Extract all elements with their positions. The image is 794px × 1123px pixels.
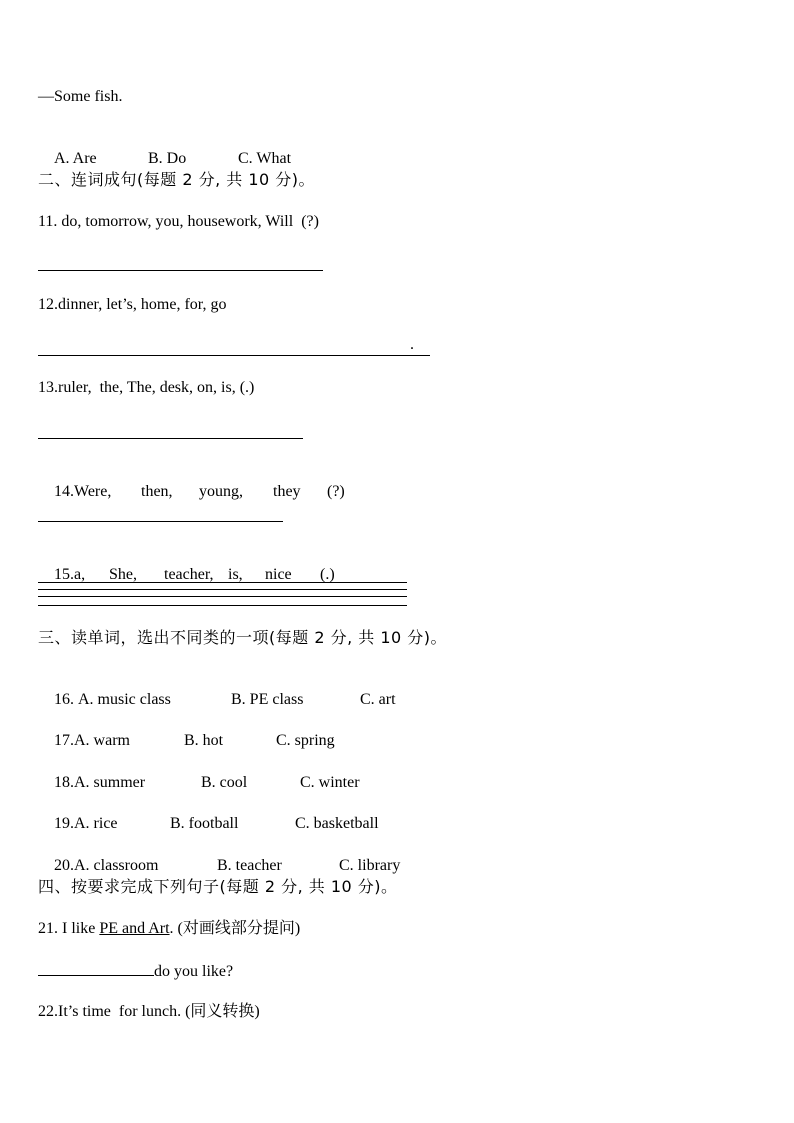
q18-option-a: A. summer	[74, 774, 146, 791]
q14	[38, 462, 345, 522]
q13-words: ruler, the, The, desk, on, is, (.)	[58, 379, 255, 396]
q14-number: 14.	[54, 483, 74, 500]
q11	[38, 212, 319, 232]
q22	[38, 1002, 260, 1022]
q15-word: is,	[228, 566, 243, 583]
q15-word: a,	[74, 566, 86, 583]
q12-answer-line[interactable]	[38, 355, 430, 356]
q15-answer-line[interactable]	[38, 582, 407, 583]
q14-answer-line[interactable]	[38, 521, 283, 522]
q20-number: 20.	[54, 857, 74, 874]
q21-prefix: I like	[58, 920, 100, 937]
q17-option-b: B. hot	[184, 732, 224, 749]
q14-word: young,	[199, 483, 243, 500]
q16-option-b: B. PE class	[231, 691, 304, 708]
q15-answer-line[interactable]	[38, 596, 407, 597]
q21-answer	[38, 961, 233, 982]
q15-number: 15.	[54, 566, 74, 583]
q15-answer-line[interactable]	[38, 589, 407, 590]
q15-word: She,	[109, 566, 137, 583]
q22-text: It’s time for lunch. (同义转换)	[58, 1003, 260, 1020]
q21-answer-tail: do you like?	[154, 963, 234, 980]
section4-title: 四、按要求完成下列句子(每题 2 分, 共 10 分)。	[38, 877, 398, 896]
q20-option-c: C. library	[339, 857, 401, 874]
q11-number: 11.	[38, 213, 58, 230]
q12	[38, 295, 226, 315]
q20-option-b: B. teacher	[217, 857, 282, 874]
q11-answer-line[interactable]	[38, 270, 323, 271]
q18-option-b: B. cool	[201, 774, 248, 791]
q21	[38, 919, 300, 939]
q12-number: 12.	[38, 296, 58, 313]
q16-option-a: A. music class	[78, 691, 171, 708]
q19-option-c: C. basketball	[295, 815, 379, 832]
q19-option-a: A. rice	[74, 815, 118, 832]
q15-answer-line[interactable]	[38, 605, 407, 606]
q12-period: .	[410, 336, 414, 353]
q14-word: (?)	[327, 483, 345, 500]
q16-option-c: C. art	[360, 691, 396, 708]
q12-words: dinner, let’s, home, for, go	[58, 296, 227, 313]
q17-option-a: A. warm	[74, 732, 130, 749]
q10-option-a: A. Are	[54, 150, 97, 167]
q15-word: teacher,	[164, 566, 214, 583]
q18-option-c: C. winter	[300, 774, 360, 791]
q20-option-a: A. classroom	[74, 857, 159, 874]
q10-option-b: B. Do	[148, 150, 187, 167]
q10-option-c: C. What	[238, 150, 292, 167]
section2-title: 二、连词成句(每题 2 分, 共 10 分)。	[38, 170, 316, 189]
q21-number: 21.	[38, 920, 58, 937]
q18-number: 18.	[54, 774, 74, 791]
q11-words: do, tomorrow, you, housework, Will (?)	[61, 213, 319, 230]
q10-answer: —Some fish.	[38, 88, 123, 105]
q13-number: 13.	[38, 379, 58, 396]
q17-option-c: C. spring	[276, 732, 335, 749]
q13-answer-line[interactable]	[38, 438, 303, 439]
q13	[38, 378, 254, 398]
q15-word: (.)	[320, 566, 335, 583]
q21-instruction: . (对画线部分提问)	[169, 920, 301, 937]
q17-number: 17.	[54, 732, 74, 749]
q14-word: then,	[141, 483, 173, 500]
q14-word: Were,	[74, 483, 112, 500]
section3-title: 三、读单词，选出不同类的一项(每题 2 分, 共 10 分)。	[38, 628, 448, 647]
q16-number: 16.	[54, 691, 74, 708]
q19-number: 19.	[54, 815, 74, 832]
q19-option-b: B. football	[170, 815, 239, 832]
q21-fill-blank[interactable]	[38, 961, 154, 976]
q14-word: they	[273, 483, 301, 500]
q21-underlined-phrase: PE and Art	[99, 920, 170, 937]
q22-number: 22.	[38, 1003, 58, 1020]
q15-word: nice	[265, 566, 292, 583]
